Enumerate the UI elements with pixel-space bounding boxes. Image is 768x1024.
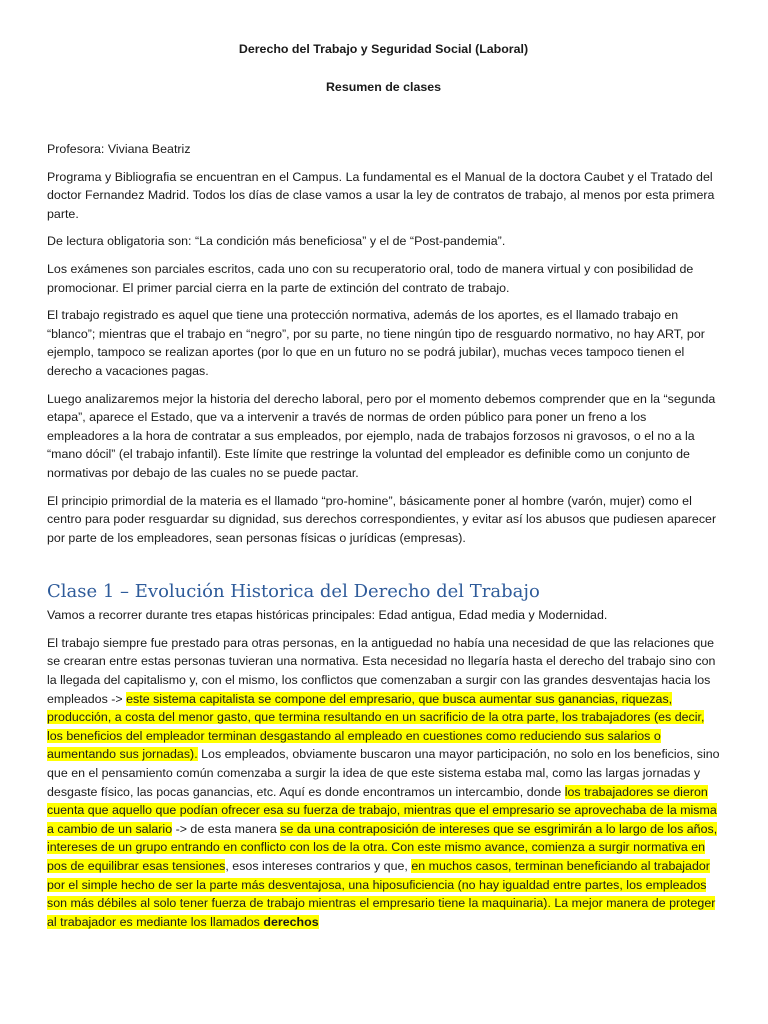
text-span: , esos intereses contrarios y que,: [225, 859, 412, 873]
highlight-span: en muchos casos, terminan beneficiando al trabajador por el simple hecho de ser la parte más desventajosa, una hiposuficiencia (no hay igualdad entre partes, los empleados son más débiles al solo tener fuerza de trabajo mientras el empresario tiene la maquinaria). La mejor manera de proteger al trabajador es mediante los llamados: [47, 859, 716, 929]
text-span: El trabajo siempre fue prestado para otras personas, en la antiguedad no había una necesidad de que las relaciones que se crearan entre estas personas tuvieran una normativa. Esta necesidad no llegaría hasta el derecho del trabajo sino con la llegada del capitalismo y, con el mismo, los conflictos que comenzaban a surgir con las grandes desventajas hacia los empleados ->: [47, 635, 716, 706]
paragraph-exams: Los exámenes son parciales escritos, cada uno con su recuperatorio oral, todo de manera virtual y con posibilidad de promocionar. El primer parcial cierra en la parte de extinción del contrato de trabajo.: [47, 261, 694, 295]
document-subtitle: Resumen de clases: [325, 80, 442, 94]
paragraph-program: Programa y Bibliografia se encuentran en el Campus. La fundamental es el Manual de la doctora Caubet y el Tratado del doctor Fernandez Madrid. Todos los días de clase vamos a usar la ley de contratos de trabajo, al menos por esta primera parte.: [47, 169, 715, 221]
paragraph-registered-work: El trabajo registrado es aquel que tiene una protección normativa, además de los aportes, es el llamado trabajo en “blanco”; mientras que el trabajo en “negro”, por su parte, no tiene ningún tipo de resguardo normativo, no hay ART, por ejemplo, tampoco se realizan aportes (por lo que en un futuro no se podrá jubilar), muchas veces tampoco tienen el derecho a vacaciones pagas.: [47, 308, 705, 378]
paragraph-readings: De lectura obligatoria son: “La condición más beneficiosa” y el de “Post-pandemia”.: [47, 234, 506, 249]
paragraph-pro-homine: El principio primordial de la materia es el llamado “pro-homine”, básicamente poner al hombre (varón, mujer) como el centro para poder resguardar su dignidad, sus derechos correspondientes, y evitar así los abusos que pudiesen aparecer por parte de los empleadores, sean personas físicas o jurídicas (empresas).: [47, 493, 717, 545]
highlight-bold-span: derechos: [263, 914, 319, 929]
paragraph-state: Luego analizaremos mejor la historia del derecho laboral, pero por el momento debemos comprender que en la “segunda etapa”, aparece el Estado, que va a intervenir a través de normas de orden público para poner un freno a los empleadores a la hora de contratar a sus empleados, por ejemplo, nada de trabajos forzosos ni gravosos, o el no a la “mano dócil” (el trabajo infantil). Este límite que restringe la voluntad del empleador es definible como un conjunto de normativas por debajo de las cuales no se puede pactar.: [47, 391, 716, 480]
highlight-span: este sistema capitalista se compone del empresario, que busca aumentar sus ganancias, riquezas, producción, a costa del menor gasto, que termina resultando en un sacrificio de la otra parte, los trabajadores (es decir, los beneficios del empleador terminan desgastando al empleado en cuestiones como reduciendo sus salarios o aumentando sus jornadas).: [47, 691, 705, 762]
text-span: -> de esta manera: [172, 821, 281, 836]
document-title: Derecho del Trabajo y Seguridad Social (Laboral): [238, 42, 529, 56]
paragraph-stages: Vamos a recorrer durante tres etapas históricas principales: Edad antigua, Edad media y Modernidad.: [47, 608, 608, 623]
highlight-span: los trabajadores se dieron cuenta que aquello que podían ofrecer esa su fuerza de trabajo, mientras que el empresario se aprovechaba de la misma a cambio de un salario: [47, 784, 717, 836]
text-span: Los empleados, obviamente buscaron una mayor participación, no solo en los beneficios, sino que en el pensamiento común comenzaba a surgir la idea de que este sistema estaba mal, como las largas jornadas y desgaste físico, las pocas ganancias, etc. Aquí es donde encontramos un intercambio, donde: [47, 747, 720, 799]
paragraph-history: [47, 634, 720, 932]
highlight-span: se da una contraposición de intereses que se esgrimirán a lo largo de los años, intereses de un grupo entrando en conflicto con los de la otra. Con este mismo avance, comienza a surgir normativa en pos de equilibrar esas tensiones: [47, 821, 718, 873]
section-heading: Clase 1 – Evolución Historica del Derecho del Trabajo: [47, 581, 540, 603]
professor-line: Profesora: Viviana Beatriz: [47, 142, 191, 156]
